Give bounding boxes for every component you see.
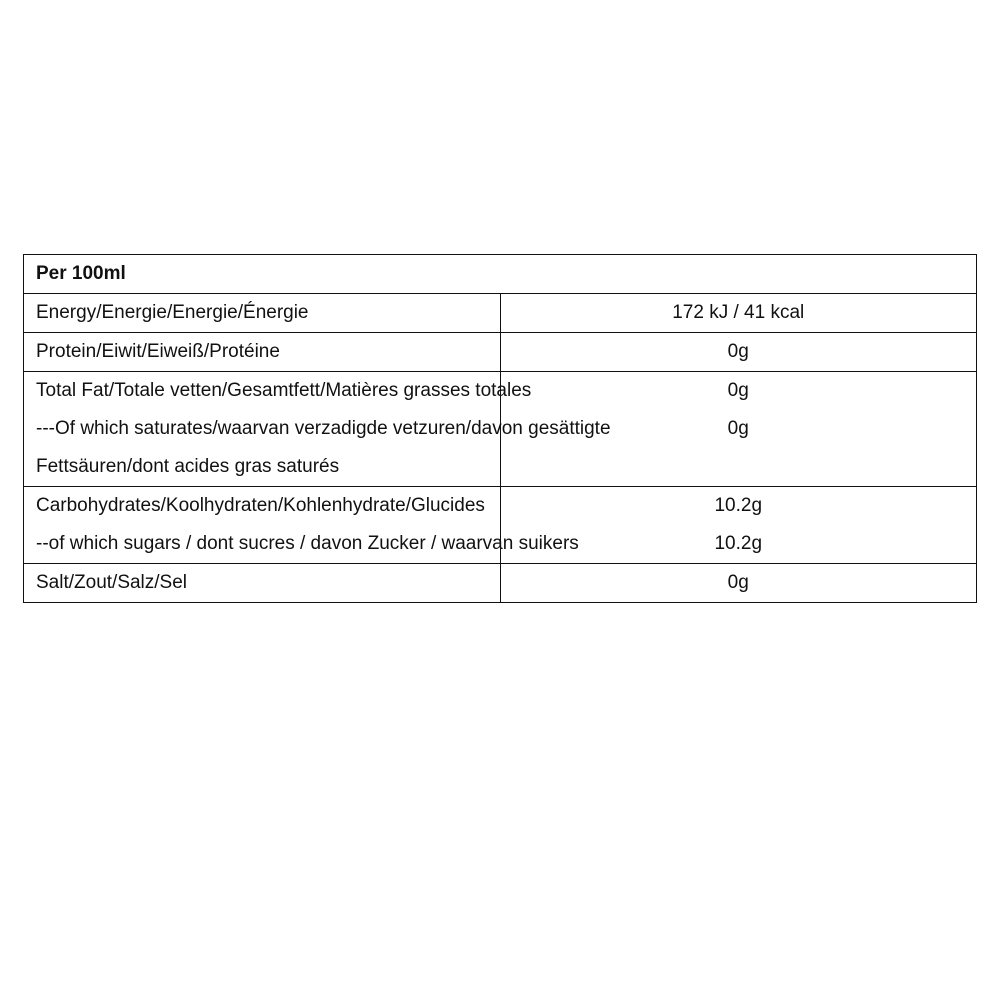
table-header-row [24, 255, 977, 294]
nutrient-label-cell [24, 294, 501, 333]
nutrient-sublabel: ---Of which saturates/waarvan verzadigde vetzuren/davon gesättigte [36, 418, 611, 439]
nutrient-sublabel: --of which sugars / dont sucres / davon Zucker / waarvan suikers [36, 533, 579, 554]
nutrient-label: Carbohydrates/Koolhydraten/Kohlenhydrate/Glucides [36, 495, 485, 516]
nutrient-value: 0g [727, 572, 749, 593]
nutrient-subvalue: 0g [727, 418, 749, 439]
per-100ml-header: Per 100ml [24, 255, 977, 294]
nutrient-subvalue: 10.2g [714, 533, 763, 554]
table-row-fat [24, 372, 977, 487]
nutrient-value: 0g [727, 380, 749, 401]
nutrient-label: Total Fat/Totale vetten/Gesamtfett/Matières grasses totales [36, 380, 532, 401]
nutrient-value-cell [500, 564, 977, 603]
table-row-carbohydrates [24, 487, 977, 564]
nutrient-label-cell [24, 333, 501, 372]
nutrient-label-cell [24, 372, 611, 487]
nutrient-label: Energy/Energie/Energie/Énergie [36, 302, 309, 323]
nutrient-value-cell [500, 294, 977, 333]
nutrient-label: Salt/Zout/Salz/Sel [36, 572, 188, 593]
nutrient-value-cell [500, 333, 977, 372]
table-row-salt [24, 564, 977, 603]
nutrient-value: 10.2g [714, 495, 763, 516]
nutrient-label: Protein/Eiwit/Eiweiß/Protéine [36, 341, 280, 362]
nutrient-value: 0g [727, 341, 749, 362]
nutrient-label-cell [24, 487, 579, 564]
table-row-energy [24, 294, 977, 333]
table-row-protein [24, 333, 977, 372]
nutrient-label-cell [24, 564, 501, 603]
nutrient-sublabel-continued: Fettsäuren/dont acides gras saturés [36, 456, 340, 477]
nutrition-table [23, 254, 977, 603]
nutrient-value: 172 kJ / 41 kcal [672, 302, 805, 323]
